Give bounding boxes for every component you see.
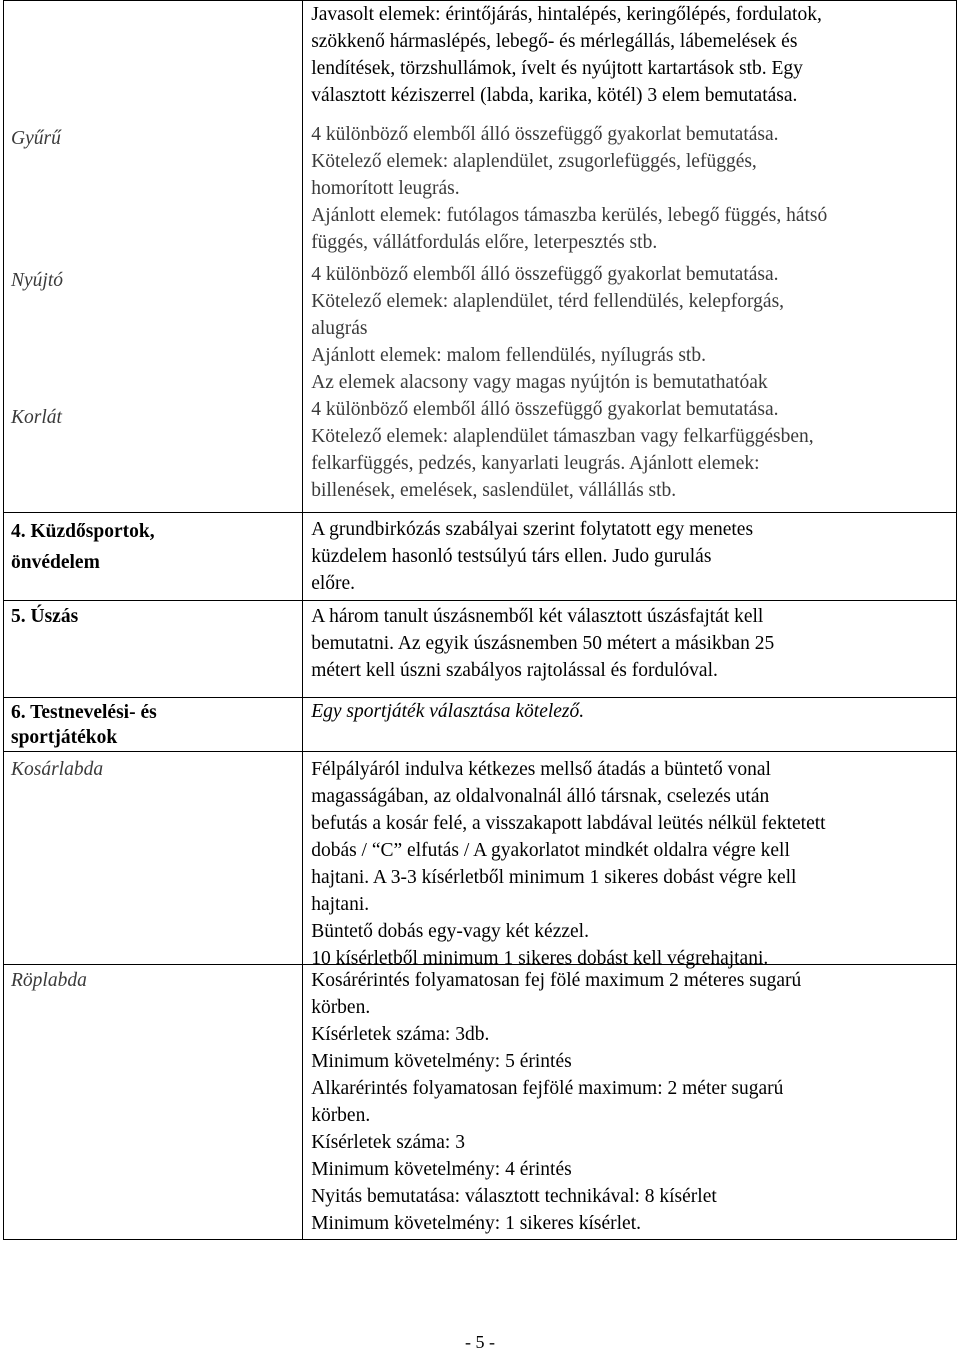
text-line: Alkarérintés folyamatosan fejfölé maximum: 2 méter sugarú — [311, 1078, 784, 1099]
swimming-content-cell — [303, 601, 957, 698]
parallel-bars-label: Korlát — [11, 407, 62, 428]
parallel-bars-requirements — [307, 396, 952, 504]
text-line: lendítések, törzshullámok, ívelt és nyújtott kartartások stb. Egy — [311, 58, 803, 79]
text-line: előre. — [311, 573, 356, 594]
text-line: Kosárérintés folyamatosan fej fölé maximum 2 méteres sugarú — [311, 970, 802, 991]
text-line: körben. — [311, 1105, 371, 1126]
rings-requirements — [307, 121, 952, 261]
text-line: Büntető dobás egy-vagy két kézzel. — [311, 921, 589, 942]
volleyball-row — [4, 965, 957, 1240]
page-number: - 5 - — [465, 1332, 495, 1352]
combat-content-cell — [303, 513, 957, 601]
text-line: hajtani. A 3-3 kísérletből minimum 1 sikeres dobást végre kell — [311, 867, 797, 888]
text-line: 4 különböző elemből álló összefüggő gyakorlat bemutatása. — [311, 124, 779, 145]
text-line: Kísérletek száma: 3db. — [311, 1024, 490, 1045]
text-line: magasságában, az oldalvonalnál álló társnak, cselezés után — [311, 786, 770, 807]
basketball-label: Kosárlabda — [11, 759, 104, 780]
high-bar-label: Nyújtó — [11, 270, 63, 291]
text-line: Félpályáról indulva kétkezes mellső átadás a büntető vonal — [311, 759, 771, 780]
text-line: 4 különböző elemből álló összefüggő gyakorlat bemutatása. — [311, 399, 779, 420]
text-line: Kísérletek száma: 3 — [311, 1132, 465, 1153]
text-line: Kötelező elemek: alaplendület támaszban vagy felkarfüggésben, — [311, 426, 814, 447]
text-line: Kötelező elemek: alaplendület, zsugorlefüggés, lefüggés, — [311, 151, 757, 172]
text-line: homorított leugrás. — [311, 178, 460, 199]
text-line: A grundbirkózás szabályai szerint folytatott egy menetes — [311, 519, 754, 540]
text-line: A három tanult úszásnemből két választott úszásfajtát kell — [311, 606, 764, 627]
sport-games-note-cell — [303, 698, 957, 752]
text-line: Minimum követelmény: 4 érintés — [311, 1159, 572, 1180]
text-line: függés, vállátfordulás előre, leterpesztés stb. — [311, 232, 658, 253]
text-line: szökkenő hármaslépés, lebegő- és mérlegállás, lábemelések és — [311, 31, 798, 52]
text-line: alugrás — [311, 318, 368, 339]
gymnastics-label-cell — [4, 1, 303, 513]
text-line: billenések, emelések, saslendület, vállállás stb. — [311, 480, 677, 501]
text-line: küzdelem hasonló testsúlyú társ ellen. Judo gurulás — [311, 546, 712, 567]
text-line: dobás / “C” elfutás / A gyakorlatot mindkét oldalra végre kell — [311, 840, 790, 861]
gymnastics-intro — [307, 1, 952, 121]
sport-games-label: 6. Testnevelési- és — [11, 702, 157, 723]
combat-label-cell — [4, 513, 303, 601]
basketball-row — [4, 752, 957, 965]
gymnastics-row — [4, 1, 957, 513]
combat-label: 4. Küzdősportok, — [11, 521, 155, 542]
swimming-row — [4, 601, 957, 698]
swimming-label: 5. Úszás — [11, 606, 79, 627]
gymnastics-content-cell — [303, 1, 957, 513]
combat-label: önvédelem — [11, 552, 100, 573]
text-line: 4 különböző elemből álló összefüggő gyakorlat bemutatása. — [311, 264, 779, 285]
text-line: választott kéziszerrel (labda, karika, kötél) 3 elem bemutatása. — [311, 85, 798, 106]
sport-games-label-cell — [4, 698, 303, 752]
text-line: befutás a kosár felé, a visszakapott labdával leütés nélkül fektetett — [311, 813, 826, 834]
swimming-label-cell — [4, 601, 303, 698]
text-line: Minimum követelmény: 1 sikeres kísérlet. — [311, 1213, 642, 1234]
combat-row — [4, 513, 957, 601]
requirements-table — [3, 0, 957, 1240]
text-line: Javasolt elemek: érintőjárás, hintalépés, keringőlépés, fordulatok, — [311, 4, 822, 25]
basketball-content-cell — [303, 752, 957, 969]
volleyball-label: Röplabda — [11, 970, 87, 991]
text-line: Kötelező elemek: alaplendület, térd fellendülés, kelepforgás, — [311, 291, 785, 312]
text-line: bemutatni. Az egyik úszásnemben 50 métert a másikban 25 — [311, 633, 775, 654]
text-line: Ajánlott elemek: futólagos támaszba kerülés, lebegő függés, hátsó — [311, 205, 828, 226]
volleyball-label-cell — [4, 965, 303, 1240]
text-line: Minimum követelmény: 5 érintés — [311, 1051, 572, 1072]
text-line: felkarfüggés, pedzés, kanyarlati leugrás. Ajánlott elemek: — [311, 453, 760, 474]
text-line: 10 kísérletből minimum 1 sikeres dobást kell végrehajtani. — [311, 948, 769, 969]
sport-games-label: sportjátékok — [11, 727, 118, 748]
text-line: körben. — [311, 997, 371, 1018]
text-line: métert kell úszni szabályos rajtolással és fordulóval. — [311, 660, 718, 681]
sport-games-row — [4, 698, 957, 752]
text-line: hajtani. — [311, 894, 370, 915]
text-line: Nyitás bemutatása: választott technikával: 8 kísérlet — [311, 1186, 717, 1207]
basketball-label-cell — [4, 752, 303, 965]
rings-label: Gyűrű — [11, 128, 61, 149]
text-line: Ajánlott elemek: malom fellendülés, nyílugrás stb. — [311, 345, 706, 366]
sport-games-note: Egy sportjáték választása kötelező. — [311, 701, 585, 722]
high-bar-requirements — [307, 261, 952, 396]
text-line: Az elemek alacsony vagy magas nyújtón is bemutathatóak — [311, 372, 768, 393]
volleyball-content-cell — [303, 965, 957, 1240]
